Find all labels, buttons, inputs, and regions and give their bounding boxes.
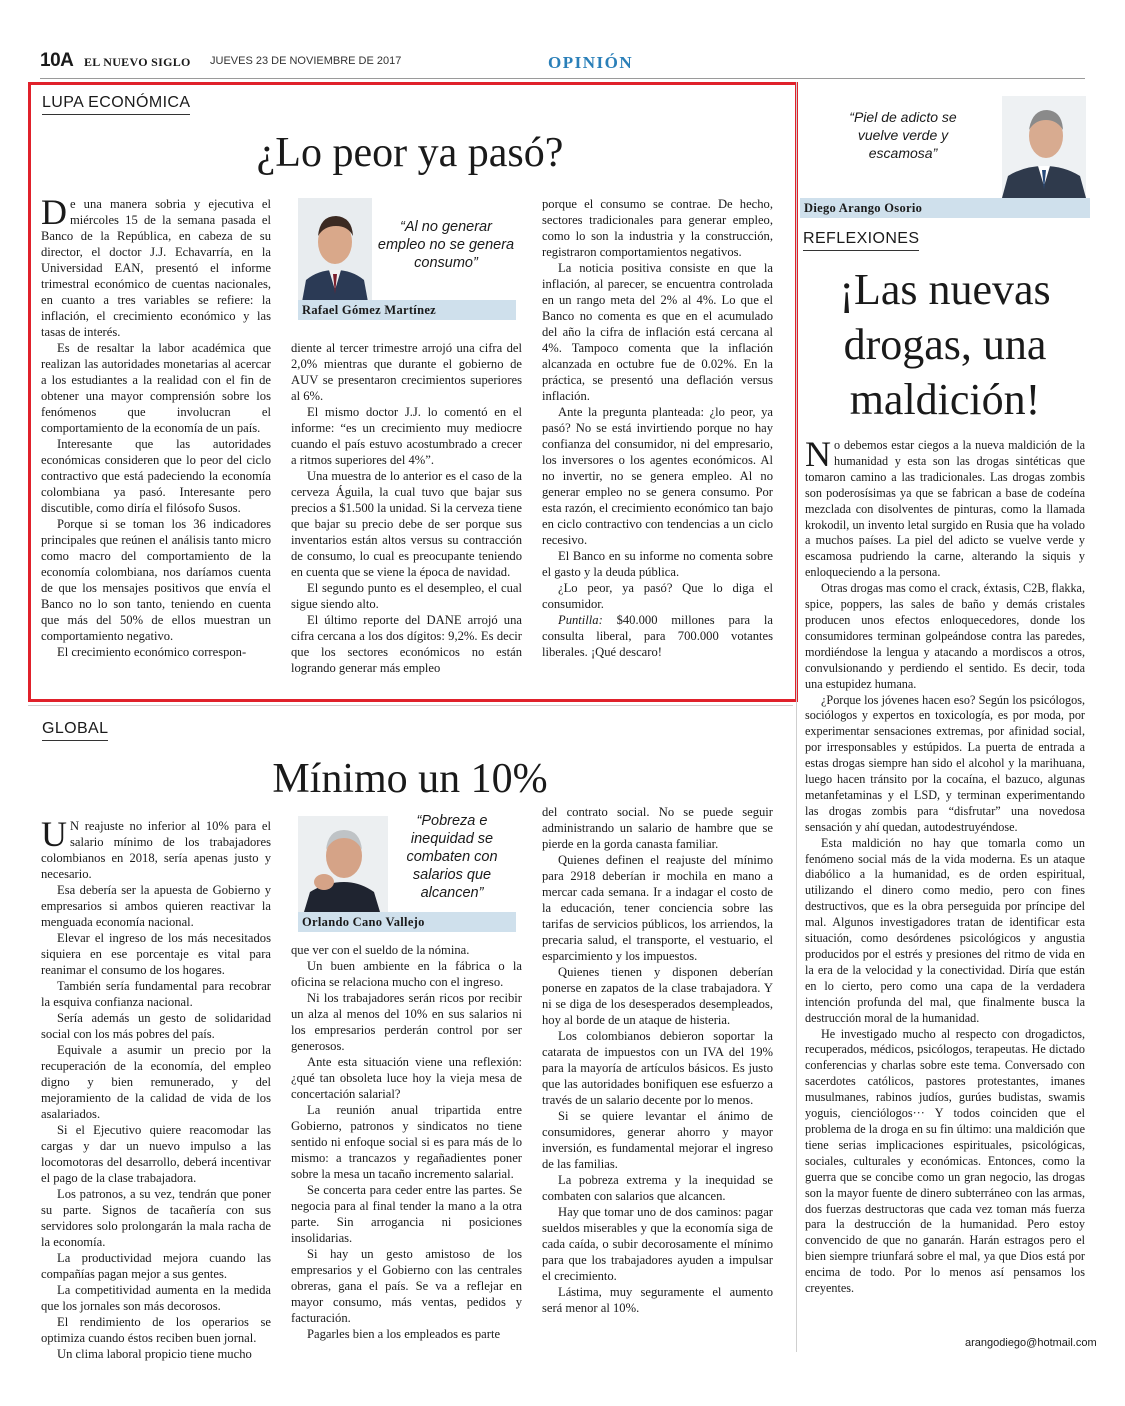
paragraph: Si se quiere levantar el ánimo de consumidores, generar ahorro y mayor inversión, es fundamental mejorar el ingreso de las familias. <box>542 1109 773 1171</box>
section-label-lupa: LUPA ECONÓMICA <box>42 94 190 115</box>
author-photo-arango <box>1002 96 1086 198</box>
paragraph: Un clima laboral propicio tiene mucho <box>57 1347 252 1361</box>
author-email[interactable]: arangodiego@hotmail.com <box>965 1337 1097 1349</box>
paragraph: Si hay un gesto amistoso de los empresarios y el Gobierno con las centrales obreras, gana el país. Se va a reflejar en mayor consumo, más ventas, pedidos y facturación. <box>291 1247 522 1325</box>
headline-line: ¡Las nuevas <box>839 265 1051 314</box>
paragraph: El último reporte del DANE arrojó una cifra cercana a los dos dígitos: 9,2%. Es decir que los sectores económicos no están logrando generar más empleo <box>291 613 522 675</box>
byline-global: Orlando Cano Vallejo <box>298 912 516 932</box>
paragraph: U N reajuste no inferior al 10% para el salario mínimo de los trabajadores colombianos en 2018, sería apenas justo y necesario. <box>41 814 271 881</box>
paragraph: De una manera sobria y ejecutiva el miércoles 15 de la semana pasada el Banco de la República, en cabeza de su director, el doctor J.J. Echavarría, en la Universidad EAN, presentó el informe trimestral económico de cuentas nacionales, en cuanto a tres variables se refiere: la inflación, el crecimiento económico y las tasas de interés. <box>41 192 271 339</box>
dropcap: N <box>805 434 831 474</box>
section-label-global: GLOBAL <box>42 720 108 741</box>
paragraph: porque el consumo se contrae. De hecho, sectores tradicionales para generar empleo, como lo son la industria y la construcción, registraron comportamientos negativos. <box>542 197 773 259</box>
paragraph: Pagarles bien a los empleados es parte <box>307 1327 501 1341</box>
paragraph: Se concerta para ceder entre las partes. Se negocia para al final tender la mano a la otra parte. Sin arrogancia ni posiciones insolidarias. <box>291 1183 522 1245</box>
paragraph: La noticia positiva consiste en que la inflación, al parecer, se encuentra controlada en un rango meta del 2% al 4%. Lo que el Banco no comenta es que en el acumulado del año la cifra de inflación está cercana al 4%. Tampoco comenta que la inflación alcanzada en octubre fue de 0.02%. En la práctica, se presentó una deflación versus inflación. <box>542 261 773 403</box>
paragraph: La competitividad aumenta en la medida que los jornales son más decorosos. <box>41 1283 271 1313</box>
headline-line: maldición! <box>849 375 1041 424</box>
paragraph: que ver con el sueldo de la nómina. <box>291 943 470 957</box>
pull-quote-reflexiones: “Piel de adicto se vuelve verde y escamosa” <box>849 109 957 161</box>
paragraph: Si el Ejecutivo quiere reacomodar las cargas y dar un nuevo impulso a las locomotoras del desarrollo, deberá incentivar el pago de la clase trabajadora. <box>41 1123 271 1185</box>
paragraph: También sería fundamental para recobrar la esquiva confianza nacional. <box>41 979 271 1009</box>
paragraph: Otras drogas mas como el crack, éxtasis, C2B, flakka, spice, poppers, las sales de baño y demás cristales producen unos efectos enloquecedores, donde los consumidores terminan golpeándose contra las paredes, mordiéndose la lengua y atacando a mordiscos a otros, convulsionando y perdiendo el sentido. Es decir, toda una estupidez humana. <box>805 581 1085 691</box>
paragraph: Una muestra de lo anterior es el caso de la cerveza Águila, la cual tuvo que bajar sus precios a $1.500 la unidad. Si la cerveza tiene que bajar su precio debe de ser porque sus inventarios están altos versus su contracción de consumo, lo cual es preocupante teniendo en cuenta que se viene la época de navidad. <box>291 469 522 579</box>
paragraph: El Banco en su informe no comenta sobre el gasto y la deuda pública. <box>542 549 773 579</box>
paragraph: Elevar el ingreso de los más necesitados siquiera en ese porcentaje es vital para reanimar el consumo de los hogares. <box>41 931 271 977</box>
paragraph: Ante esta situación viene una reflexión: ¿qué tan obsoleta luce hoy la vieja mesa de concertación salarial? <box>291 1055 522 1101</box>
paragraph: Es de resaltar la labor académica que realizan las autoridades monetarias al acercar a los estudiantes a la realidad con el fin de obtener una mayor comprensión sobre los fenómenos que involucran el comportamiento de la economía de un país. <box>41 341 271 435</box>
paragraph: ¿Porque los jóvenes hacen eso? Según los psicólogos, sociólogos y expertos en toxicología, es por moda, por experimentar sensaciones extremas, por afinidad social, por irresponsables y estúpidos. La puerta de entrada a estas drogas siempre han sido el alcohol y la marihuana, luego hacen tránsito por la cocaína, el bazuco, algunas metanfetaminas y el LSD, y terminan experimentando las drogas zombis para “disfrutar” una novedosa sensación y ahí quedan, autodestruyéndose. <box>805 692 1085 834</box>
article-column-lupa-3 <box>542 196 773 660</box>
paragraph: El rendimiento de los operarios se optimiza cuando éstos reciben buen jornal. <box>41 1315 271 1345</box>
author-photo-gomez <box>298 198 372 302</box>
paragraph: Quienes tienen y disponen deberían ponerse en zapatos de la clase trabajadora. Y ni se diga de los desesperados desempleados, hoy al borde de un ataque de histeria. <box>542 965 773 1027</box>
paragraph: Los patronos, a su vez, tendrán que poner su parte. Signos de tacañería con sus servidores solo prolongarán la mala racha de la economía. <box>41 1187 271 1249</box>
paragraph: Ante la pregunta planteada: ¿lo peor, ya pasó? No se está invirtiendo porque no hay confianza del consumidor, ni del empresario, los inversores o los agentes económicos. Al no invertir, no se genera empleo. Al no generar empleo no se genera consumo. Por esta razón, el crecimiento económico tan bajo en ciclo contractivo con tendencias a un ciclo recesivo. <box>542 405 773 547</box>
paragraph: El mismo doctor J.J. lo comentó en el informe: “es un crecimiento muy mediocre cuando el país estuvo acostumbrado a crecer a ritmos superiores del 4%”. <box>291 405 522 467</box>
article-headline-lupa: ¿Lo peor ya pasó? <box>256 130 564 176</box>
dropcap: U <box>41 814 67 854</box>
section-title: OPINIÓN <box>548 53 634 72</box>
paragraph: El segundo punto es el desempleo, el cual sigue siendo alto. <box>291 581 522 611</box>
paragraph: Equivale a asumir un precio por la recuperación de la economía, del empleo digno y bien remunerado, y del mejoramiento de la calidad de vida de los asalariados. <box>41 1043 271 1121</box>
paragraph: Puntilla: $40.000 millones para la consulta liberal, para 700.000 votantes liberales. ¡Qué descaro! <box>542 613 773 659</box>
paragraph: Quienes definen el reajuste del mínimo para 2918 deberían ir mochila en mano a mercar cada semana. Ir a indagar el costo de la educación, tener conciencia sobre las tarifas de servicios públicos, los arriendos, la precaria salud, el transporte, el vestuario, el esparcimiento y los impuestos. <box>542 853 773 963</box>
article-column-lupa-1 <box>41 192 271 660</box>
paragraph: He investigado mucho al respecto con drogadictos, recuperados, médicos, psicólogos, terapeutas. He dictado conferencias y charlas sobre este tema. Conversado con sacerdotes católicos, pastores protestantes, imanes musulmanes, rabinos judíos, gurúes budistas, swamis yoguis, cienciólogos··· Y todos coinciden que el problema de la droga en su fin último: una maldición que tiene serias implicaciones espirituales, psicológicas, sociales, culturales y económicas. Entonces, como la guerra que se concibe como un gran negocio, las drogas son la mayor fuente de dinero subterráneo con las armas, dos fuerzas destructoras que cada vez toman más fuerza para la destrucción de la humanidad. Pero estoy convencido de que no ganarán. Harán estragos pero el bien siempre triunfará sobre el mal, ya que Dios está por encima de todo. Por lo menos así pensamos los creyentes. <box>805 1026 1085 1296</box>
headline-line: drogas, una <box>843 320 1047 369</box>
page-number: 10A <box>40 50 74 71</box>
article-column-global-2 <box>291 942 522 1342</box>
paragraph: diente al tercer trimestre arrojó una cifra del 2,0% mientras que durante el gobierno de AUV se presentaron crecimientos superiores al 6%. <box>291 341 522 403</box>
portrait-icon <box>298 816 388 912</box>
portrait-icon <box>1002 96 1086 198</box>
byline-reflexiones: Diego Arango Osorio <box>800 198 1090 218</box>
paragraph: La reunión anual tripartida entre Gobierno, patronos y sindicatos no tiene sentido ni enfoque social si es para más de lo mismo: a trancazos y regañadientes poner sobre la mesa un tacaño incremento salarial. <box>291 1103 522 1181</box>
paragraph: Un buen ambiente en la fábrica o la oficina se relaciona mucho con el ingreso. <box>291 959 522 989</box>
paragraph: El crecimiento económico correspon- <box>57 645 247 659</box>
section-label-reflexiones: REFLEXIONES <box>803 230 919 251</box>
article-headline-reflexiones <box>805 262 1085 427</box>
paragraph: Porque si se toman los 36 indicadores principales que reúnen el análisis tanto micro como macro del comportamiento de la economía colombiana, nos daríamos cuenta de que los mensajes positivos que envía el Banco no lo son tanto, teniendo en cuenta que más del 50% de ellos muestran un comportamiento negativo. <box>41 517 271 643</box>
paragraph: Sería además un gesto de solidaridad social con los más pobres del país. <box>41 1011 271 1041</box>
paragraph: Lástima, muy seguramente el aumento será menor al 10%. <box>542 1285 773 1315</box>
dropcap: D <box>41 192 67 232</box>
newspaper-name: EL NUEVO SIGLO <box>84 55 191 69</box>
paragraph: Esa debería ser la apuesta de Gobierno y empresarios si ambos quieren reactivar la menguada economía nacional. <box>41 883 271 929</box>
paragraph: Esta maldición no hay que tomarla como un fenómeno social más de la vida moderna. Es un ataque diabólico a la humanidad, es de orden espiritual, utilizando el dinero como medio, pero con fines destructivos, que es la obra perseguida por príncipe del mal. Algunos investigadores tratan de identificar esta situación, como desórdenes psicológicos y angustia producidos por el estrés y presiones del ritmo de vida en la era de la velocidad y la conectividad. Diría que están en lo cierto, pero como una capa de la verdadera intención profunda del mal, que finalmente busca la destrucción moral de la humanidad. <box>805 835 1085 1025</box>
article-column-reflexiones <box>805 434 1085 1297</box>
masthead <box>40 50 1085 79</box>
paragraph: Ni los trabajadores serán ricos por recibir un alza al menos del 10% en sus salarios ni los empresarios perderán control por ser generosos. <box>291 991 522 1053</box>
paragraph: Interesante que las autoridades económicas consideren que lo peor del ciclo contractivo que está padeciendo la economía colombiana ya pasó. Interesante pero discutible, como diría el filósofo Susos. <box>41 437 271 515</box>
paragraph: ¿Lo peor, ya pasó? Que lo diga el consumidor. <box>542 581 773 611</box>
paragraph: La pobreza extrema y la inequidad se combaten con salarios que alcancen. <box>542 1173 773 1203</box>
paragraph: No debemos estar ciegos a la nueva maldición de la humanidad y esta son las drogas sintéticas que tomaron camino a las tradicionales. Las drogas zombis son poderosísimas ya que se fabrican a base de codeína mezclada con disolventes de pinturas, como la llamada krokodil, un invento letal surgido en Rusia que ha volado a muchos países. La piel del adicto se vuelve verde y escamosa pudriendo la carne, alterando la siquis y enloqueciendo a la persona. <box>805 434 1085 580</box>
paragraph: del contrato social. No se puede seguir administrando un salario de hambre que se pierde en la gorda canasta familiar. <box>542 805 773 851</box>
article-column-lupa-2 <box>291 340 522 676</box>
column-divider <box>796 82 797 1352</box>
article-headline-global: Mínimo un 10% <box>272 756 548 802</box>
issue-date: JUEVES 23 DE NOVIEMBRE DE 2017 <box>210 55 402 67</box>
author-photo-cano <box>298 816 388 912</box>
portrait-icon <box>298 198 372 302</box>
article-column-global-3 <box>542 804 773 1316</box>
paragraph: La productividad mejora cuando las compañías pagan mejor a sus gentes. <box>41 1251 271 1281</box>
paragraph: Los colombianos debieron soportar la catarata de impuestos con un IVA del 19% para la mayoría de artículos básicos. Es justo que las autoridades bonifiquen ese esfuerzo a través de un salario decente por lo menos. <box>542 1029 773 1107</box>
section-divider <box>28 705 793 706</box>
pull-quote-lupa: “Al no generar empleo no se genera consumo” <box>377 219 515 271</box>
pull-quote-global: “Pobreza e inequidad se combaten con salarios que alcancen” <box>406 813 498 901</box>
paragraph: Hay que tomar uno de dos caminos: pagar sueldos miserables y que la economía siga de cada caída, o subir decorosamente el mínimo para que los trabajadores ayuden a impulsar el crecimiento. <box>542 1205 773 1283</box>
byline-lupa: Rafael Gómez Martínez <box>298 300 516 320</box>
article-column-global-1 <box>41 814 271 1362</box>
